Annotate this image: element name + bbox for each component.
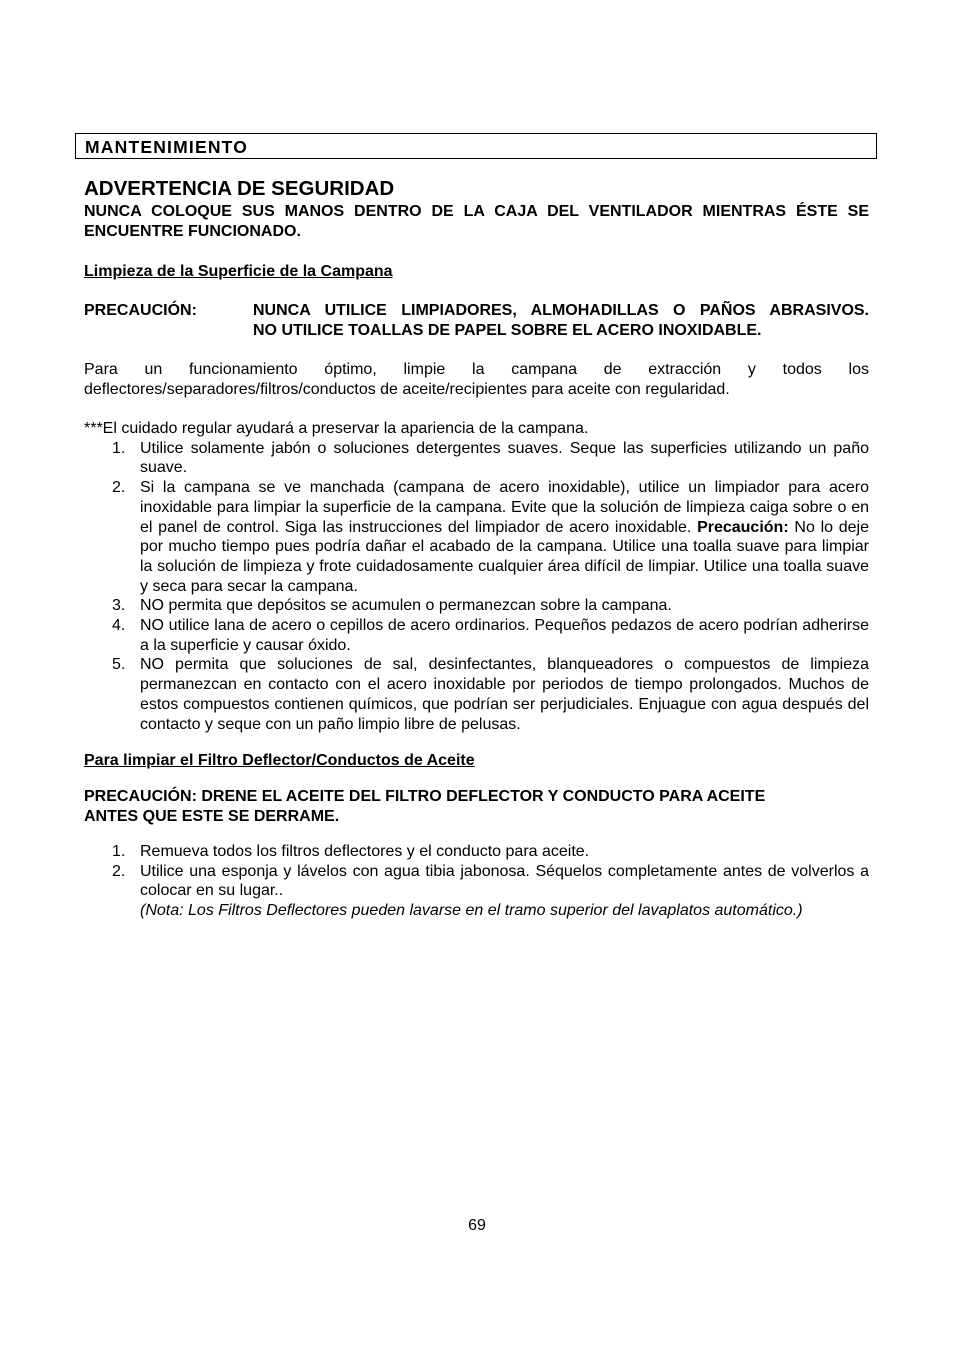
filter-cleaning-heading: Para limpiar el Filtro Deflector/Conductos de Aceite [84, 752, 475, 769]
list-item-main-text: Utilice una esponja y lávelos con agua tibia jabonosa. Séquelos completamente antes de volverlos a colocar en su lugar.. [140, 862, 869, 900]
list-item [84, 842, 869, 862]
surface-care-list [84, 439, 869, 735]
safety-warning-text [84, 202, 869, 241]
filter-caution-line-1: PRECAUCIÓN: DRENE EL ACEITE DEL FILTRO DEFLECTOR Y CONDUCTO PARA ACEITE [84, 788, 766, 805]
filter-cleaning-list [84, 842, 869, 921]
list-item-text: Remueva todos los filtros deflectores y el conducto para aceite. [140, 843, 590, 860]
list-item-text: NO utilice lana de acero o cepillos de acero ordinarios. Pequeños pedazos de acero podrían adherirse a la superficie y causar óxido. [140, 617, 869, 654]
list-item-number: 2. [112, 862, 126, 880]
caution-line-2: NO UTILICE TOALLAS DE PAPEL SOBRE EL ACERO INOXIDABLE. [253, 321, 762, 339]
intro-line-2: deflectores/separadores/filtros/conductos de aceite/recipientes para aceite con regularidad. [84, 380, 730, 398]
surface-caution [84, 301, 869, 340]
list-item [84, 596, 869, 616]
list-item-text [140, 862, 869, 921]
list-item-caution-label: Precaución: [697, 518, 789, 536]
list-item-text: Utilice solamente jabón o soluciones detergentes suaves. Seque las superficies utilizando un paño suave. [140, 439, 869, 477]
list-item-number: 3. [112, 597, 126, 615]
surface-care-section [84, 419, 869, 734]
care-note: ***El cuidado regular ayudará a preservar la apariencia de la campana. [84, 420, 589, 437]
list-item [84, 862, 869, 921]
list-item [84, 616, 869, 655]
list-item-number: 4. [112, 617, 126, 635]
surface-intro-paragraph [84, 360, 869, 399]
list-item [84, 439, 869, 478]
list-item-number: 1. [112, 843, 126, 860]
list-item-text-after: No lo deje por mucho tiempo pues podría dañar el acabado de la campana. Utilice una toalla suave para limpiar la solución de limpieza y frote cuidadosamente cualquier área difícil de limpiar. Utilice una toalla suave y seca para secar la campana. [140, 518, 870, 595]
caution-line-1: NUNCA UTILICE LIMPIADORES, ALMOHADILLAS O PAÑOS ABRASIVOS. [253, 302, 869, 319]
list-item [84, 478, 869, 596]
section-title: MANTENIMIENTO [85, 137, 249, 157]
list-item-note: (Nota: Los Filtros Deflectores pueden lavarse en el tramo superior del lavaplatos automático.) [140, 902, 803, 920]
page-number: 69 [468, 1217, 486, 1234]
list-item-text-before: Si la campana se ve manchada (campana de acero inoxidable), utilice un limpiador para acero inoxidable para limpiar la superficie de la campana. Evite que la solución de limpieza caiga sobre o en el panel de control. Siga las instrucciones del limpiador de acero inoxidable. [140, 479, 869, 536]
list-item-text [140, 478, 869, 596]
list-item-number: 5. [112, 656, 126, 674]
caution-label: PRECAUCIÓN: [84, 302, 197, 319]
list-item [84, 655, 869, 734]
caution-text [253, 301, 869, 340]
safety-warning-title: ADVERTENCIA DE SEGURIDAD [84, 177, 395, 200]
list-item-text: NO permita que soluciones de sal, desinfectantes, blanqueadores o compuestos de limpieza permanezcan en contacto con el acero inoxidable por periodos de tiempo prolongados. Muchos de estos compuestos contienen químicos, que podrían ser perjudiciales. Enjuague con agua después del contacto y seque con un paño limpio libre de pelusas. [140, 656, 869, 733]
surface-cleaning-heading: Limpieza de la Superficie de la Campana [84, 263, 393, 280]
filter-caution-line-2: ANTES QUE ESTE SE DERRAME. [84, 807, 340, 825]
intro-line-1: Para un funcionamiento óptimo, limpie la campana de extracción y todos los [84, 361, 869, 378]
filter-cleaning-section [84, 842, 869, 921]
list-item-number: 1. [112, 439, 126, 457]
filter-caution [84, 787, 869, 826]
safety-warning-line-2: ENCUENTRE FUNCIONADO. [84, 222, 301, 240]
list-item-text: NO permita que depósitos se acumulen o permanezcan sobre la campana. [140, 597, 672, 615]
list-item-number: 2. [112, 479, 126, 497]
safety-warning-line-1: NUNCA COLOQUE SUS MANOS DENTRO DE LA CAJA DEL VENTILADOR MIENTRAS ÉSTE SE [84, 203, 869, 220]
section-header-box [75, 133, 877, 159]
